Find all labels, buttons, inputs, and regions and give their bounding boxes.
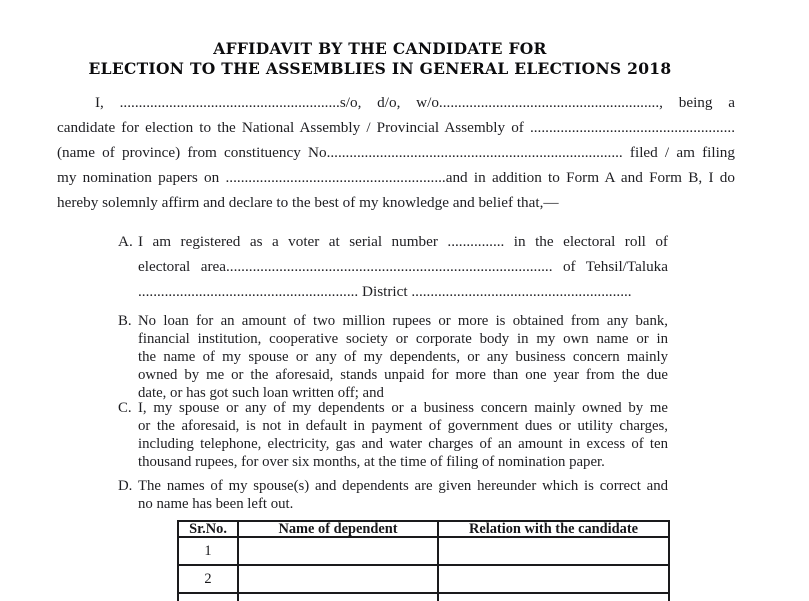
dependents-table	[177, 520, 670, 601]
opening-line: I, ..........................................................s/o, d/o, w/o.........................................................., being a	[95, 94, 735, 111]
cell-sr-no: 1	[178, 537, 238, 565]
section-a-body	[138, 229, 668, 304]
header-relation-with-candidate: Relation with the candidate	[438, 521, 669, 537]
table-header-row	[178, 521, 669, 537]
section-d-line: The names of my spouse(s) and dependents are given hereunder which is correct and	[138, 478, 668, 494]
table-row	[178, 565, 669, 593]
opening-line: candidate for election to the National Assembly / Provincial Assembly of ......................................................	[57, 119, 735, 136]
section-a-letter: A.	[118, 233, 133, 250]
cell-sr-no: 2	[178, 565, 238, 593]
section-a	[118, 229, 668, 304]
section-c-line: I, my spouse or any of my dependents or a business concern mainly owned by me	[138, 400, 668, 416]
section-d-line: no name has been left out.	[138, 496, 294, 512]
cell-sr-no	[178, 593, 238, 601]
section-d-letter: D.	[118, 478, 133, 494]
cell-relation	[438, 537, 669, 565]
table-row	[178, 537, 669, 565]
section-b-line: No loan for an amount of two million rupees or more is obtained from any bank,	[138, 313, 668, 329]
section-b-body	[138, 312, 668, 402]
section-a-line: I am registered as a voter at serial number ............... in the electoral roll of	[138, 233, 668, 250]
section-c	[118, 399, 668, 471]
section-b-line: financial institution, cooperative society or corporate body in my own name or in	[138, 331, 668, 347]
section-b-line: date, or has got such loan written off; and	[138, 385, 384, 401]
section-c-body	[138, 399, 668, 471]
cell-name-of-dependent	[238, 537, 438, 565]
opening-paragraph	[57, 90, 735, 215]
section-b	[118, 312, 668, 402]
section-c-letter: C.	[118, 400, 132, 416]
section-b-line: owned by me or the aforesaid, stands unpaid for more than one year from the due	[138, 367, 668, 383]
opening-line: (name of province) from constituency No.............................................................................. filed / am filing	[57, 144, 735, 161]
document-title	[40, 39, 720, 79]
table-row-partial	[178, 593, 669, 601]
opening-line: hereby solemnly affirm and declare to the best of my knowledge and belief that,—	[57, 194, 559, 211]
section-a-line: electoral area...................................................................................... of Tehsil/Taluka	[138, 258, 668, 275]
header-name-of-dependent: Name of dependent	[238, 521, 438, 537]
cell-name-of-dependent	[238, 593, 438, 601]
section-d	[118, 477, 668, 513]
cell-relation	[438, 593, 669, 601]
section-c-line: or the aforesaid, is not in default in payment of government dues or utility charges,	[138, 418, 668, 434]
section-c-line: including telephone, electricity, gas and water charges of an amount in excess of ten	[138, 436, 668, 452]
section-b-line: the name of my spouse or any of my dependents, or any business concern mainly	[138, 349, 668, 365]
title-line-1: AFFIDAVIT BY THE CANDIDATE FOR	[213, 39, 547, 58]
header-sr-no: Sr.No.	[178, 521, 238, 537]
section-b-letter: B.	[118, 313, 132, 329]
title-line-2: ELECTION TO THE ASSEMBLIES IN GENERAL ELECTIONS 2018	[88, 59, 672, 78]
section-a-line: .......................................................... District ..........................................................	[138, 283, 632, 300]
opening-line: my nomination papers on ..........................................................and in addition to Form A and Form B, I do	[57, 169, 735, 186]
section-d-body	[138, 477, 668, 513]
cell-relation	[438, 565, 669, 593]
section-c-line: thousand rupees, for over six months, at the time of filing of nomination paper.	[138, 454, 605, 470]
cell-name-of-dependent	[238, 565, 438, 593]
